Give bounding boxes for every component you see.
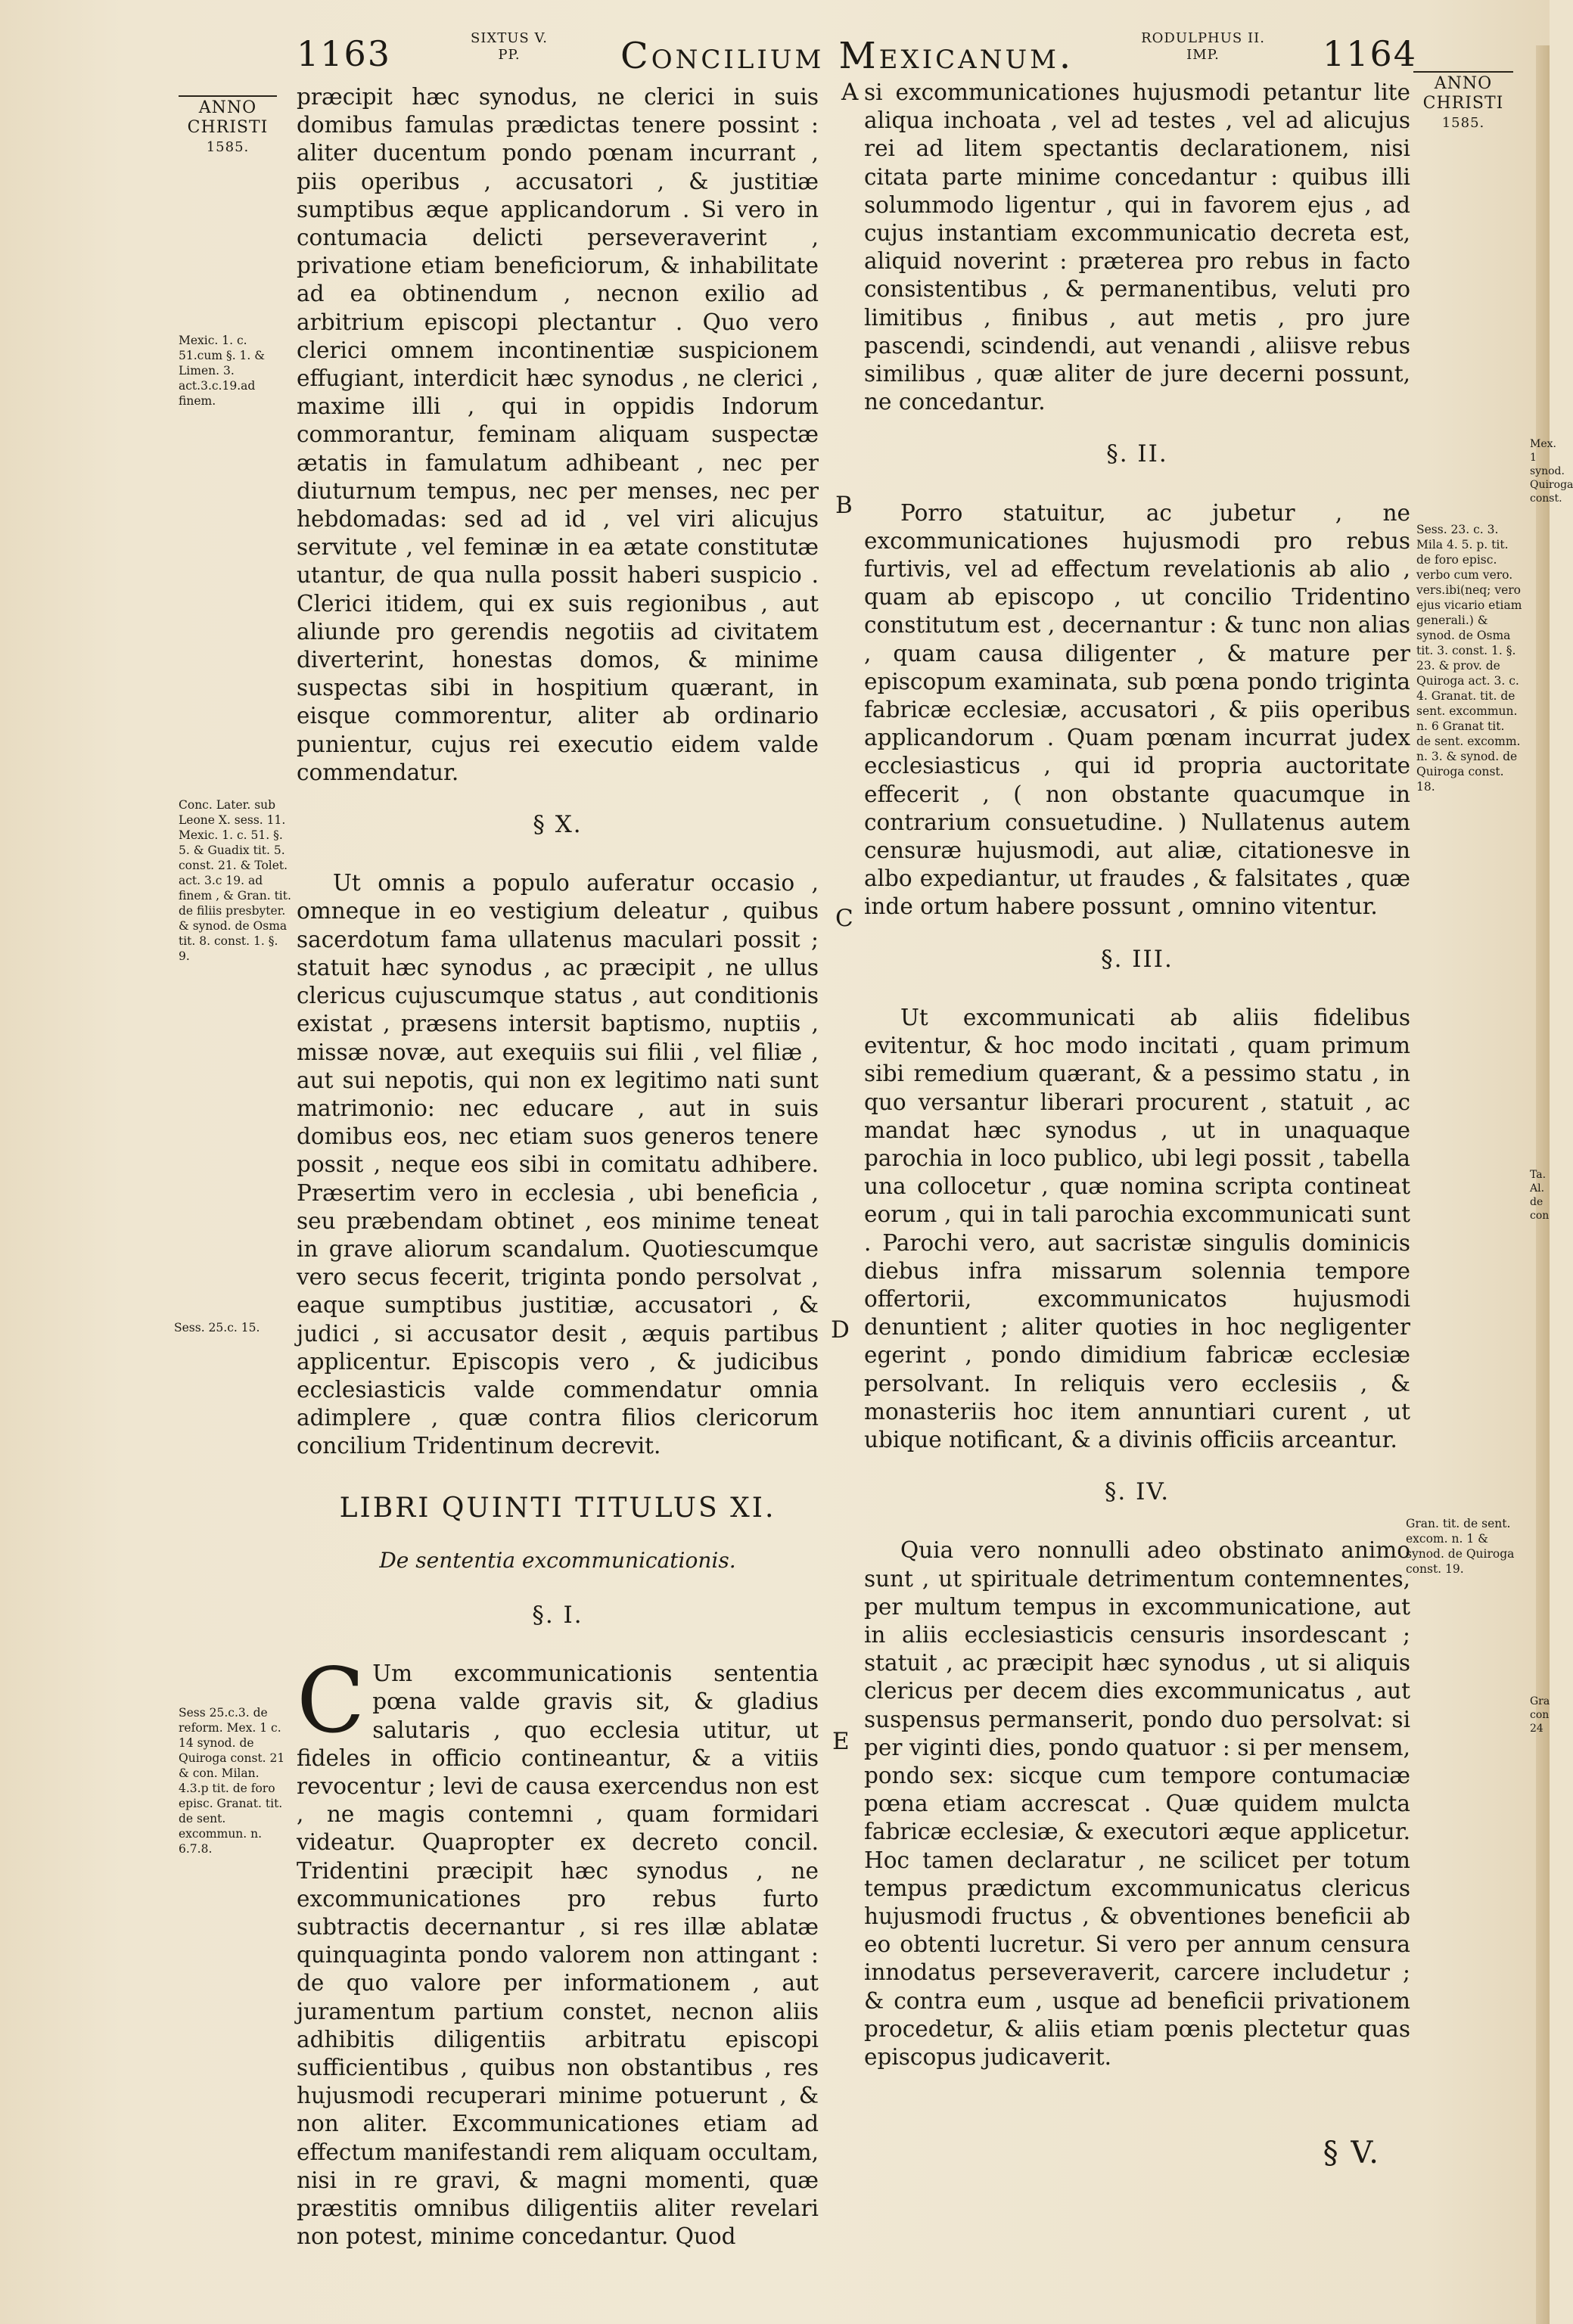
emperor-label: RODULPHUS II. [1141, 30, 1265, 46]
section-letter-d: D [831, 1316, 850, 1344]
christi-label: CHRISTI [1422, 94, 1504, 113]
year-label: 1585. [206, 139, 250, 155]
edge-fragment-2: Ta. Al. de con [1530, 1169, 1550, 1222]
emperor-name [1127, 30, 1279, 64]
edge-fragment-1: Mex. 1 synod. Quiroga const. [1530, 438, 1573, 505]
section-letter-a: A [841, 79, 859, 106]
running-title: Concilium Mexicanum. [620, 35, 1074, 77]
emperor-abbr: IMP. [1186, 47, 1220, 63]
section-letter-e: E [832, 1728, 850, 1755]
right-paragraph-3: Ut excommunicati ab aliis fidelibus evitentur, & hoc modo incitati , quam primum sibi remedium quærant, & a pessimo statu , in quo versantur liberari procurent , statuit , ac mandat hæc synodus , ut in unaquaque parochia in loco publico, ubi legi possit , tabella una collocetur , quæ nomina scripta contineat eorum , qui in tali parochia excommunicati sunt . Parochi vero, aut sacristæ singulis dominicis diebus infra missarum solennia tempore offertorii, excommunicatos hujusmodi denuntient ; aliter quoties in hoc negligenter egerint , pondo dimidium fabricæ ecclesiæ persolvant. In reliquis vero ecclesiis , & monasteriis hoc item annuntiari curent , ut ubique notificant, & a divinis officiis arceantur. [864, 1004, 1410, 1452]
right-paragraph-4: Quia vero nonnulli adeo obstinato animo sunt , ut spirituale detrimentum contemnentes, per multum tempus in excommunicatione, aut in aliis ecclesiasticis censuris insordescant ; statuit , ac præcipit hæc synodus , ut si aliquis clericus per decem dies excommunicatus , aut suspensus permanserit, pondo duo persolvat: si per viginti dies, pondo quatuor : si per mensem, pondo sex: sicque cum tempore contumaciæ pœna etiam accrescat . Quæ quidem mulcta fabricæ ecclesiæ, & executori æque applicetur. Hoc tamen declaratur , ne scilicet per totum tempus prædictum excommunicatus clericus hujusmodi fructus , & obventiones beneficii ab eo obtenti lucretur. Si vero per annum censura innodatus perseveraverit, carcere includetur ; & contra eum , usque ad beneficii privationem procedetur, & aliis etiam pœnis plectetur quas episcopus judicaverit. [864, 1537, 1410, 2070]
section-heading-iv: §. IV. [1104, 1478, 1170, 1506]
margin-note-left-2: Conc. Later. sub Leone X. sess. 11. Mexic. 1. c. 51. §. 5. & Guadix tit. 5. const. 21. & Tolet. act. 3.c 19. ad finem , & Gran. tit. de filiis presbyter. & synod. de Osma tit. 8. const. 1. §. 9. [179, 798, 291, 963]
book-subtitle: De sententia excommunicationis. [379, 1547, 736, 1573]
margin-note-right-2: Gran. tit. de sent. excom. n. 1 & synod. de Quiroga const. 19. [1406, 1517, 1515, 1576]
section-heading-ii: §. II. [1106, 440, 1168, 468]
section-heading-x: § X. [533, 811, 583, 839]
edge-fragment-3: Gra con 24 [1530, 1695, 1550, 1735]
left-paragraph-3-text: Um excommunicationis sententia pœna valde gravis sit, & gladius salutaris , quo ecclesia utitur, ut fideles in officio contineantur, & a vitiis revocentur ; levi de causa exercendus non est , ne magis contemni , quam formidari videatur. Quapropter ex decreto concil. Tridentini præcipit hæc synodus , ne excommunicationes pro rebus furto subtractis decernantur , si res illæ ablatæ quinquaginta pondo valorem non attingant : de quo valore per informationem , aut juramentum partium constet, necnon aliis adhibitis diligentiis arbitratu episcopi sufficientibus , quibus non obstantibus , res hujusmodi recuperari minime potuerunt , & non aliter. Excommunicationes etiam ad effectum manifestandi rem aliquam occultam, nisi in re gravi, & magni momenti, quæ præstitis omnibus diligentiis aliter revelari non potest, minime concedantur. Quod [297, 1661, 819, 2250]
anno-label: ANNO [1413, 71, 1513, 94]
page-number-left: 1163 [297, 33, 392, 74]
year-label: 1585. [1441, 115, 1485, 131]
right-paragraph-2: Porro statuitur, ac jubetur , ne excommunicationes hujusmodi pro rebus furtivis, vel ad effectum revelationis ab alio , quam ab episcopo , ut concilio Tridentino constitutum est , decernantur : & tunc non alias , quam causa diligenter , & mature per episcopum examinata, sub pœna pondo triginta fabricæ ecclesiæ, accusatori , & piis operibus applicandorum . Quam pœnam incurrat judex ecclesiasticus , qui id propria auctoritate effecerit , ( non obstante quacumque in contrarium consuetudine. ) Nullatenus autem censuræ hujusmodi, aut aliæ, citationesve in albo expediantur, ut fraudes , & falsitates , quæ inde ortum habere possunt , omnino vitentur. [864, 499, 1410, 920]
pope-abbr: PP. [498, 47, 521, 63]
margin-note-left-1: Mexic. 1. c. 51.cum §. 1. & Limen. 3. act.3.c.19.ad finem. [179, 334, 266, 408]
drop-cap: C [297, 1648, 365, 1754]
page-number-right: 1164 [1323, 33, 1418, 74]
section-letter-c: C [835, 905, 853, 932]
year-box-right [1413, 71, 1513, 133]
left-paragraph-2: Ut omnis a populo auferatur occasio , omneque in eo vestigium deleatur , quibus sacerdotum fama ullatenus maculari possit ; statuit hæc synodus , ac præcipit , ne ullus clericus cujuscumque status , aut conditionis existat , præsens intersit baptismo, nuptiis , missæ novæ, aut exequiis sui filii , vel filiæ , aut sui nepotis, qui non ex legitimo nati sunt matrimonio: nec educare , aut in suis domibus eos, nec etiam suos generos tenere possit , neque eos sibi in comitatu adhibere. Præsertim vero in ecclesia , ubi beneficia , seu præbendam obtinet , eos minime teneat in grave aliorum scandalum. Quotiescumque vero secus fecerit, triginta pondo persolvat , eaque sumptibus justitiæ, accusatori , & judici , si accusator desit , æquis partibus applicentur. Episcopis vero , & judicibus ecclesiasticis valde commendatur omnia adimplere , quæ contra filios clericorum concilium Tridentinum decrevit. [297, 870, 819, 1459]
section-letter-b: B [835, 492, 853, 519]
book-title-heading: LIBRI QUINTI TITULUS XI. [339, 1492, 776, 1524]
anno-label: ANNO [179, 95, 277, 118]
christi-label: CHRISTI [187, 118, 269, 137]
right-column [864, 79, 1410, 2198]
left-paragraph-1: præcipit hæc synodus, ne clerici in suis domibus famulas prædictas tenere possint : aliter ducentum pondo pœnam incurrant , piis operibus , accusatori , & justitiæ sumptibus æque applicandorum . Si vero in contumacia delicti perseveraverint , privatione etiam beneficiorum, & inhabilitate ad ea obtinendum , necnon exilio ad arbitrium episcopi plectantur . Quo vero clerici omnem incontinentiæ suspicionem effugiant, interdicit hæc synodus , ne clerici , maxime illi , qui in oppidis Indorum commorantur, feminam aliquam suspectæ ætatis in famulatum adhibeant , nec per diuturnum tempus, nec per menses, nec per hebdomadas: sed ad id , vel viri alicujus servitute , vel feminæ in ea ætate constitutæ utantur, de qua nulla possit haberi suspicio . Clerici itidem, qui ex suis regionibus , aut aliunde pro gerendis negotiis ad civitatem diverterint, honestas domos, & minime suspectas sibi in hospitium quærant, in eisque commorentur, aliter ab ordinario punientur, cujus rei executio eidem valde commendatur. [297, 84, 819, 785]
margin-note-left-4: Sess 25.c.3. de reform. Mex. 1 c. 14 synod. de Quiroga const. 21 & con. Milan. 4.3.p tit. de foro episc. Granat. tit. de sent. excommun. n. 6.7.8. [179, 1706, 285, 1856]
margin-note-right-1: Sess. 23. c. 3. Mila 4. 5. p. tit. de foro episc. verbo cum vero. vers.ibi(neq; vero ejus vicario etiam generali.) & synod. de Osma tit. 3. const. 1. §. 23. & prov. de Quiroga act. 3. c. 4. Granat. tit. de sent. excommun. n. 6 Granat tit. de sent. excomm. n. 3. & synod. de Quiroga const. 18. [1416, 523, 1522, 794]
pope-label: SIXTUS V. [470, 30, 549, 46]
pope-name [452, 30, 566, 64]
section-heading-v: § V. [1323, 2136, 1380, 2171]
section-heading-i: §. I. [532, 1601, 583, 1629]
margin-note-left-3: Sess. 25.c. 15. [174, 1321, 260, 1334]
section-heading-iii: §. III. [1101, 945, 1174, 973]
left-column [297, 83, 819, 2251]
year-box-left [179, 95, 277, 157]
left-paragraph-3 [297, 1648, 819, 2251]
right-paragraph-1: si excommunicationes hujusmodi petantur lite aliqua inchoata , vel ad testes , vel ad alicujus rei ad litem spectantis declarationem, nisi citata parte minime concedantur : quibus illi solummodo ligentur , qui in favorem ejus , ad cujus instantiam excommunicatio decreta est, aliquid noverint : præterea pro rebus in facto consistentibus , & permanentibus, veluti pro limitibus , finibus , aut metis , pro jure pascendi, scindendi, aut venandi , aliisve rebus similibus , quæ aliter de jure decerni possunt, ne concedantur. [864, 79, 1410, 415]
